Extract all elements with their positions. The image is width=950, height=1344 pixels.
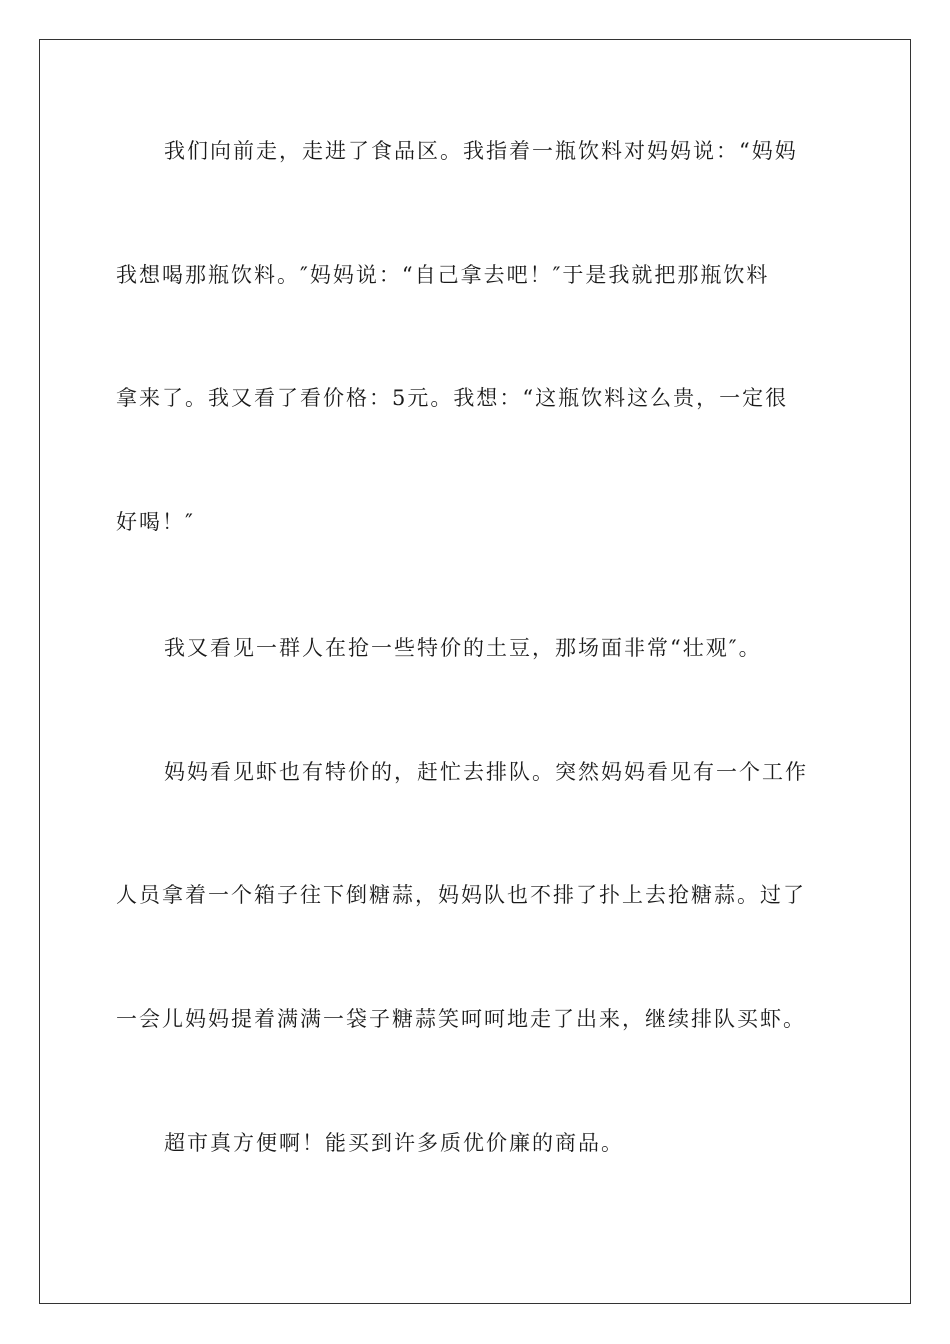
paragraph-2-line-1: 我又看见一群人在抢一些特价的土豆，那场面非常“壮观″。: [164, 636, 762, 660]
paragraph-1-line-4: 好喝！″: [116, 510, 195, 534]
paragraph-1-line-3: 拿来了。我又看了看价格：5元。我想：“这瓶饮料这么贵，一定很: [116, 386, 789, 410]
paragraph-3-line-2: 人员拿着一个箱子往下倒糖蒜，妈妈队也不排了扑上去抢糖蒜。过了: [116, 883, 806, 907]
page-border: [39, 39, 911, 1304]
paragraph-3-line-3: 一会儿妈妈提着满满一袋子糖蒜笑呵呵地走了出来，继续排队买虾。: [116, 1007, 806, 1031]
paragraph-1-line-1: 我们向前走，走进了食品区。我指着一瓶饮料对妈妈说：“妈妈: [164, 139, 798, 163]
paragraph-1-line-2: 我想喝那瓶饮料。″妈妈说：“自己拿去吧！″于是我就把那瓶饮料: [116, 263, 770, 287]
paragraph-3-line-1: 妈妈看见虾也有特价的，赶忙去排队。突然妈妈看见有一个工作: [164, 760, 808, 784]
paragraph-4-line-1: 超市真方便啊！能买到许多质优价廉的商品。: [164, 1131, 624, 1155]
